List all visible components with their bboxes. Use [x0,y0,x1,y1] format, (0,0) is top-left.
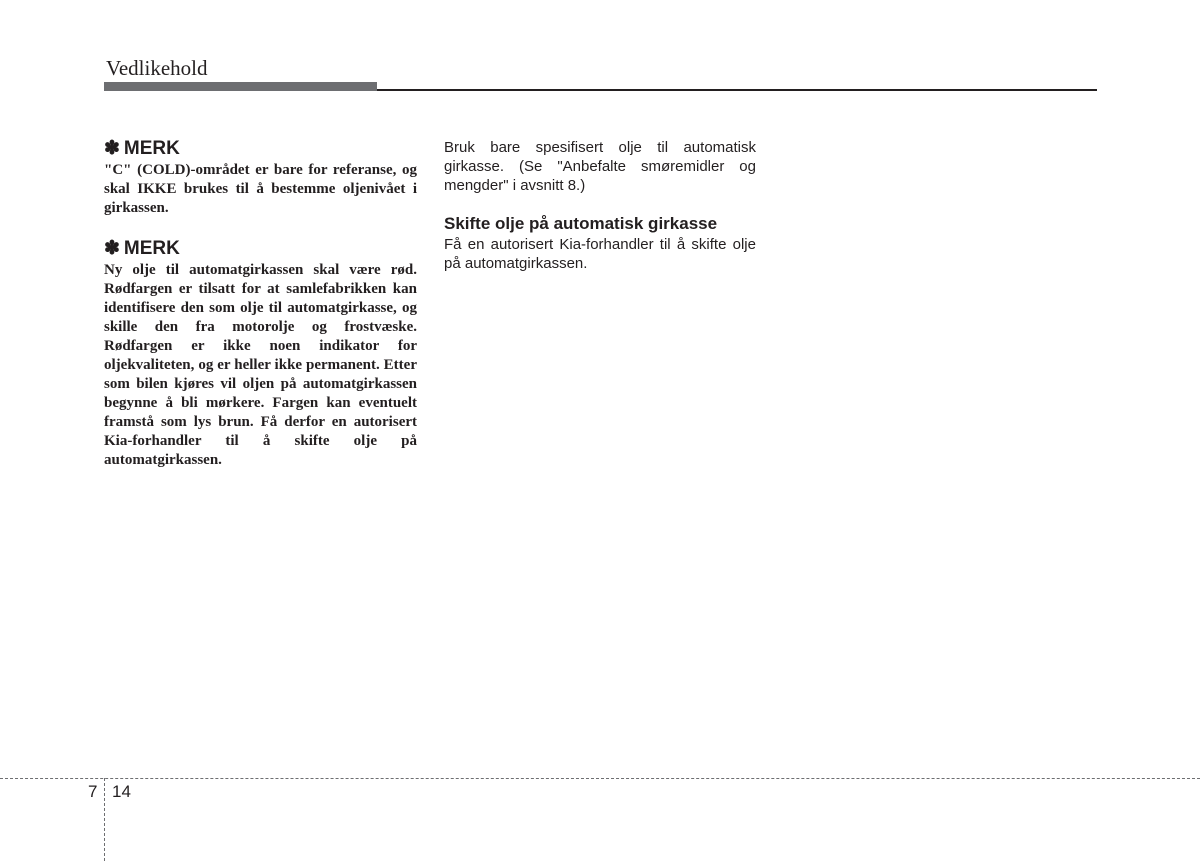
note-heading [104,137,417,161]
note-box [104,237,417,470]
intro-paragraph: Bruk bare spesifisert olje til automatisk girkasse. (Se "Anbefalte smøremidler og mengder" i avsnitt 8.) [444,139,756,194]
subsection-paragraph: Få en autorisert Kia-forhandler til å skifte olje på automatgirkassen. [444,236,756,272]
note-box [104,137,417,218]
header-bar-accent [104,82,377,91]
right-column [444,138,756,273]
asterisk-icon: ✽ [104,138,120,159]
note-heading-label: MERK [123,238,180,259]
chapter-number: 7 [88,782,98,801]
note-text: "C" (COLD)-området er bare for referanse, og skal IKKE brukes til å bestemme oljenivået i girkassen. [104,162,417,216]
footer-divider [0,778,1200,779]
note-heading-label: MERK [123,138,180,159]
footer-vertical-divider [104,778,105,861]
subsection-heading: Skifte olje på automatisk girkasse [444,214,718,233]
note-text: Ny olje til automatgirkassen skal være rød. Rødfargen er tilsatt for at samlefabrikken kan identifisere den som olje til automatgirkasse, og skille den fra motorolje og frostvæske. Rødfargen er ikke noen indikator for oljekvaliteten, og er heller ikke permanent. Etter som bilen kjøres vil oljen på automatgirkassen begynne å bli mørkere. Fargen kan eventuelt framstå som lys brun. Få derfor en autorisert Kia-forhandler til å skifte olje på automatgirkassen. [104,262,417,468]
asterisk-icon: ✽ [104,238,120,259]
note-heading [104,237,417,261]
header-rule [377,89,1097,91]
section-title: Vedlikehold [106,56,208,80]
left-column [104,137,417,470]
page-number: 14 [112,782,131,801]
